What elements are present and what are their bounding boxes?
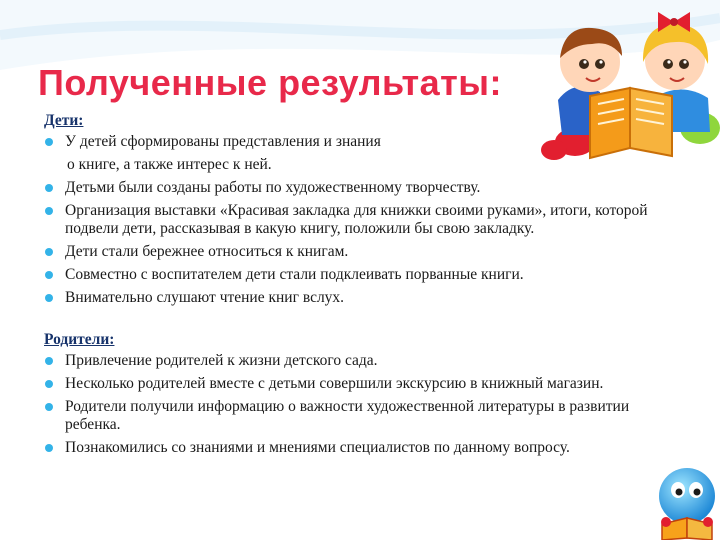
list-item: Родители получили информацию о важности художественной литературы в развитии ребенка. — [44, 398, 684, 434]
list-item: Детьми были созданы работы по художественному творчеству. — [44, 179, 684, 197]
section-heading-parents: Родители: — [44, 331, 115, 348]
list-item: Несколько родителей вместе с детьми совершили экскурсию в книжный магазин. — [44, 375, 684, 393]
children-results-list — [44, 133, 684, 307]
list-item: Привлечение родителей к жизни детского сада. — [44, 352, 684, 370]
content-area — [44, 112, 684, 462]
list-item-continuation: о книге, а также интерес к ней. — [67, 156, 272, 173]
list-item: Организация выставки «Красивая закладка для книжки своими руками», итоги, которой подвели дети, рассказывая в какую книгу, положили бы свою закладку. — [44, 202, 684, 238]
list-item: У детей сформированы представления и знания — [44, 133, 684, 151]
section-heading-children: Дети: — [44, 112, 84, 129]
section-spacer — [44, 312, 684, 331]
list-item: Познакомились со знаниями и мнениями специалистов по данному вопросу. — [44, 439, 684, 457]
list-item: Внимательно слушают чтение книг вслух. — [44, 289, 684, 307]
list-item: Дети стали бережнее относиться к книгам. — [44, 243, 684, 261]
smiley-reading-book-icon — [654, 462, 720, 540]
slide-title: Полученные результаты: — [38, 62, 502, 103]
parents-results-list — [44, 352, 684, 457]
list-item: Совместно с воспитателем дети стали подклеивать порванные книги. — [44, 266, 684, 284]
